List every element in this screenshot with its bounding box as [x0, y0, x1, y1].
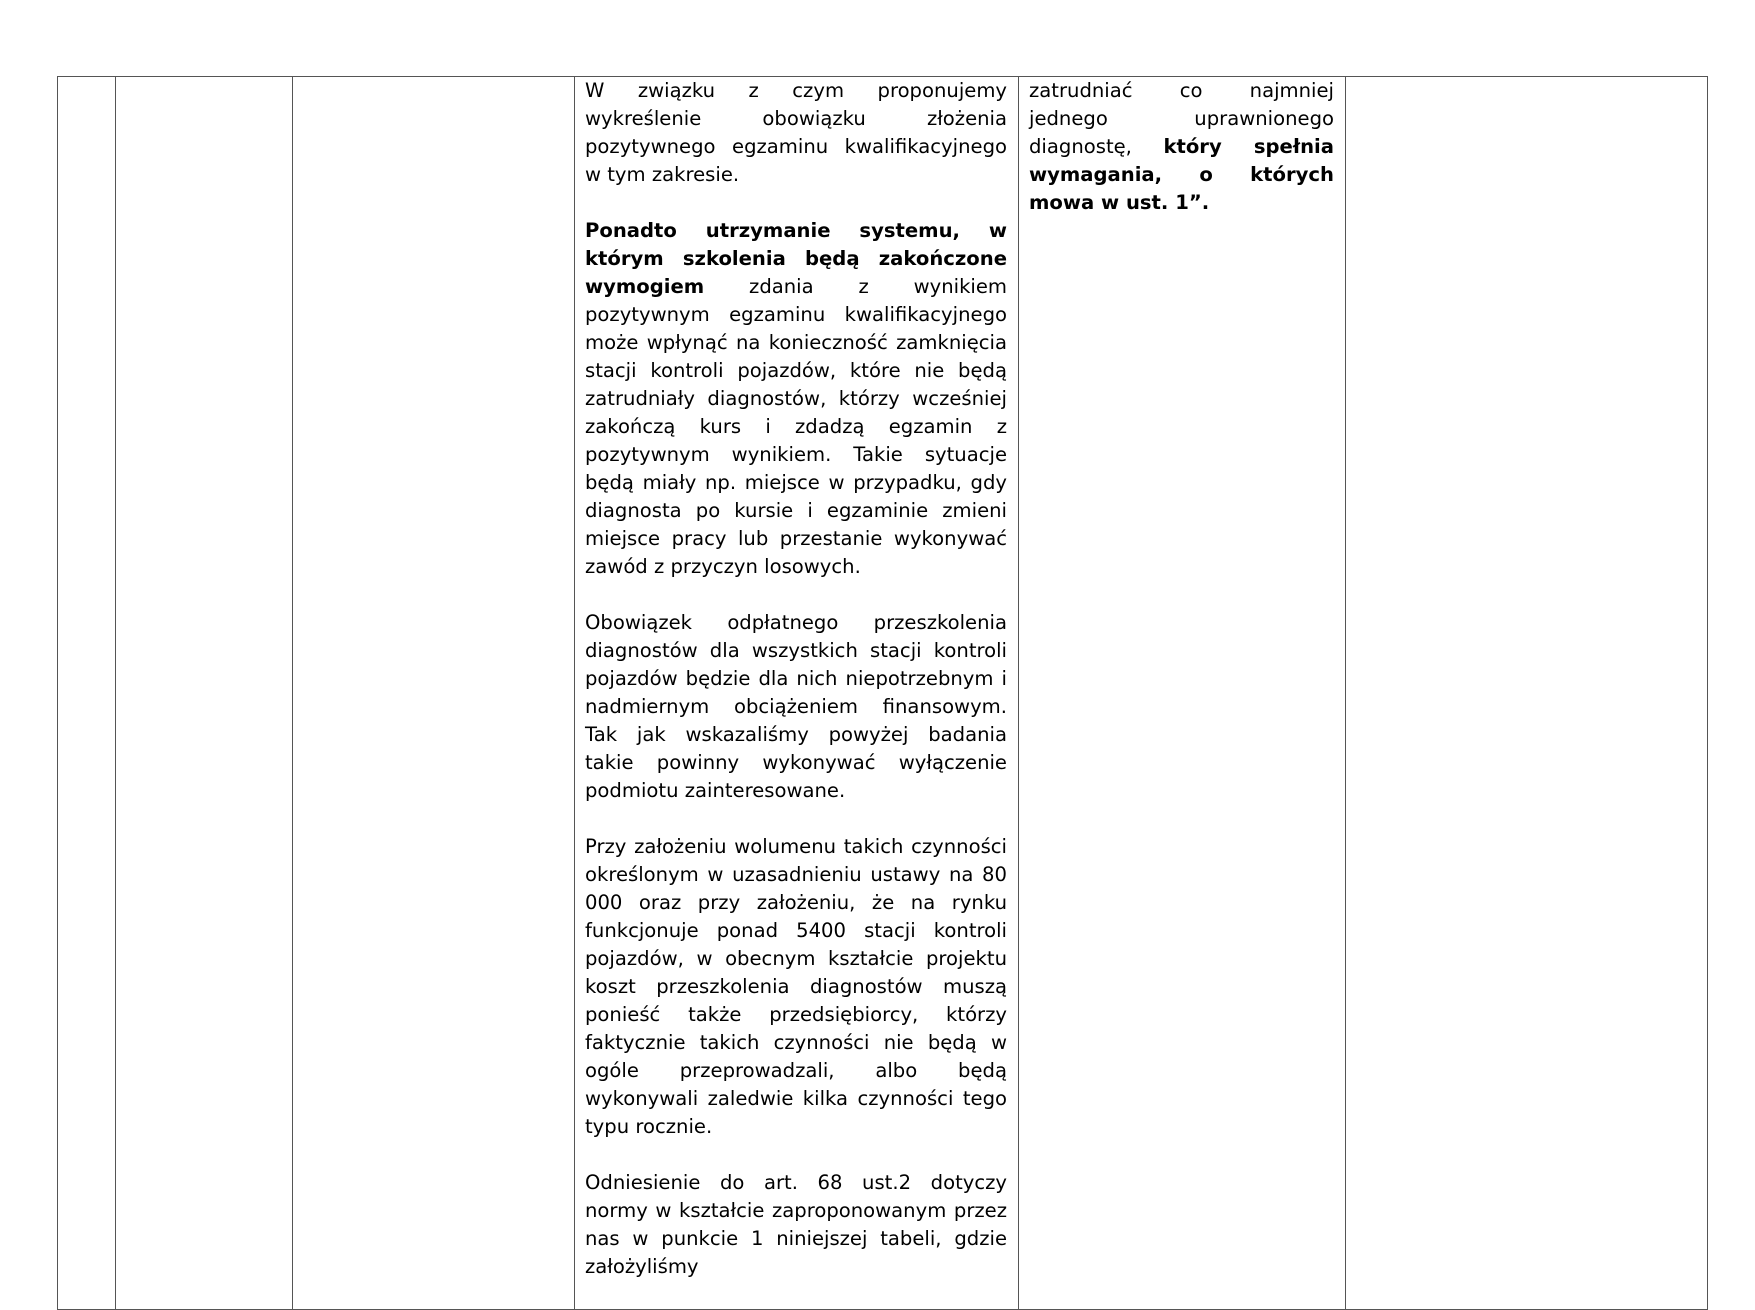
paragraph: Odniesienie do art. 68 ust.2 dotyczy normy w kształcie zaproponowanym przez nas w punkcie 1 niniejszej tabeli, gdzie założyliśmy — [585, 1171, 1007, 1278]
table-cell-3 — [293, 77, 575, 1310]
table-cell-proposal — [1019, 77, 1346, 1310]
table-cell-6 — [1346, 77, 1708, 1310]
paragraph: Ponadto utrzymanie systemu, w którym szkolenia będą zakończone wymogiem zdania z wynikiem pozytywnym egzaminu kwalifikacyjnego może wpłynąć na konieczność zamknięcia stacji kontroli pojazdów, które nie będą zatrudniały diagnostów, którzy wcześniej zakończą kurs i zdadzą egzamin z pozytywnym wynikiem. Takie sytuacje będą miały np. miejsce w przypadku, gdy diagnosta po kursie i egzaminie zmieni miejsce pracy lub przestanie wykonywać zawód z przyczyn losowych. — [585, 219, 1007, 578]
paragraph: Przy założeniu wolumenu takich czynności określonym w uzasadnieniu ustawy na 80 000 oraz przy założeniu, że na rynku funkcjonuje ponad 5400 stacji kontroli pojazdów, w obecnym kształcie projektu koszt przeszkolenia diagnostów muszą ponieść także przedsiębiorcy, którzy faktycznie takich czynności nie będą w ogóle przeprowadzali, albo będą wykonywali zaledwie kilka czynności tego typu rocznie. — [585, 835, 1007, 1138]
paragraph: zatrudniać co najmniej jednego uprawnionego diagnostę, który spełnia wymagania, o których mowa w ust. 1”. — [1029, 79, 1334, 214]
justification-text — [575, 77, 1018, 1281]
proposal-text — [1019, 77, 1345, 217]
table-cell-justification — [575, 77, 1019, 1310]
document-table — [57, 76, 1708, 1310]
table-row — [58, 77, 1708, 1310]
paragraph: W związku z czym proponujemy wykreślenie obowiązku złożenia pozytywnego egzaminu kwalifikacyjnego w tym zakresie. — [585, 79, 1007, 186]
table-cell-2 — [116, 77, 293, 1310]
paragraph: Obowiązek odpłatnego przeszkolenia diagnostów dla wszystkich stacji kontroli pojazdów będzie dla nich niepotrzebnym i nadmiernym obciążeniem finansowym. Tak jak wskazaliśmy powyżej badania takie powinny wykonywać wyłączenie podmiotu zainteresowane. — [585, 611, 1007, 802]
table-cell-1 — [58, 77, 116, 1310]
